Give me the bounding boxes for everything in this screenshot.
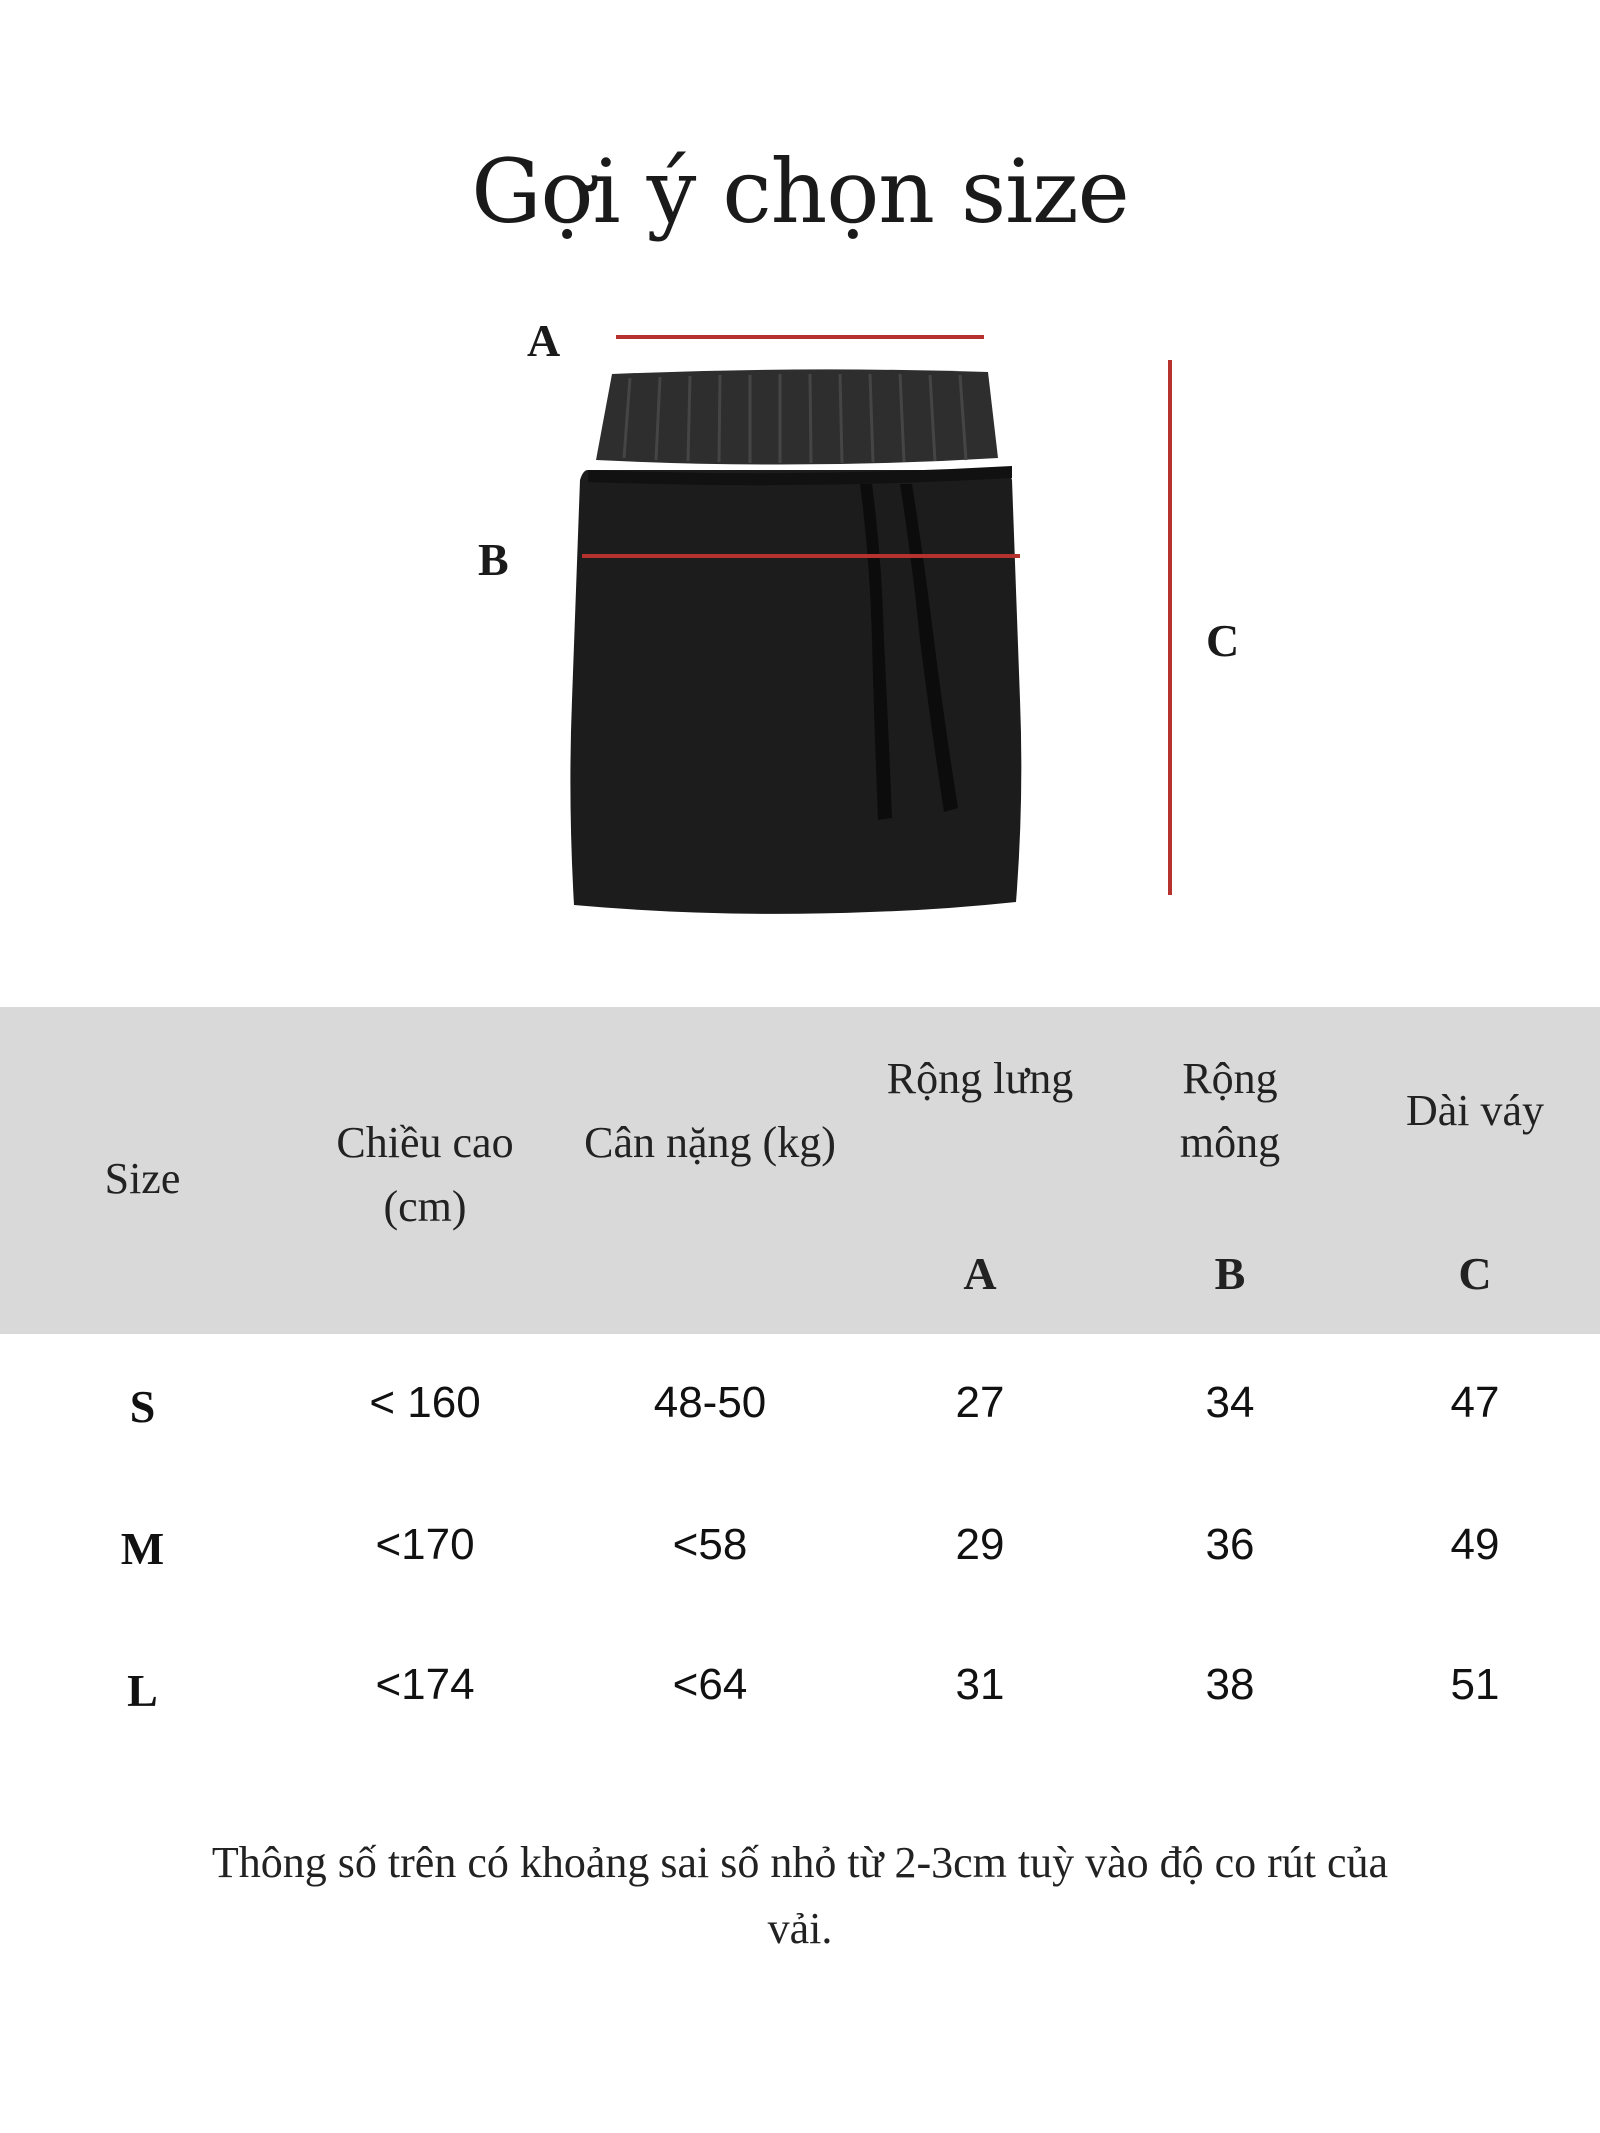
cell-size: S: [129, 1381, 156, 1432]
cell-a: 27: [955, 1378, 1005, 1427]
cell-c: 47: [1450, 1378, 1500, 1427]
cell-height: <170: [375, 1520, 475, 1569]
header-waist: Rộng lưng: [886, 1054, 1074, 1103]
page-title: Gợi ý chọn size: [471, 140, 1129, 243]
header-letter-c: C: [1458, 1248, 1492, 1299]
cell-weight: <64: [672, 1660, 748, 1709]
cell-c: 49: [1450, 1520, 1500, 1569]
skirt-illustration: [570, 470, 1021, 914]
header-hip: Rộng mông: [1179, 1054, 1281, 1167]
cell-c: 51: [1450, 1660, 1500, 1709]
size-table-header: [0, 1007, 1600, 1334]
label-b: B: [478, 534, 509, 585]
cell-height: <174: [375, 1660, 475, 1709]
cell-a: 29: [955, 1520, 1005, 1569]
cell-b: 36: [1205, 1520, 1255, 1569]
header-letter-b: B: [1214, 1248, 1246, 1299]
size-tolerance-note: Thông số trên có khoảng sai số nhỏ từ 2-3cm tuỳ vào độ co rút của vải.: [211, 1838, 1389, 1953]
header-size: Size: [104, 1154, 181, 1203]
cell-weight: <58: [672, 1520, 748, 1569]
label-a: A: [527, 315, 561, 366]
cell-b: 34: [1205, 1378, 1255, 1427]
cell-size: L: [127, 1665, 158, 1716]
cell-a: 31: [955, 1660, 1005, 1709]
cell-height: < 160: [369, 1378, 481, 1427]
skirt-measurement-diagram: [0, 0, 1600, 1000]
header-letter-a: A: [963, 1248, 997, 1299]
header-height: Chiều cao (cm): [336, 1118, 514, 1231]
cell-b: 38: [1205, 1660, 1255, 1709]
label-c: C: [1206, 615, 1240, 666]
header-length: Dài váy: [1405, 1086, 1545, 1135]
cell-size: M: [120, 1523, 165, 1574]
cell-weight: 48-50: [653, 1378, 767, 1427]
header-weight: Cân nặng (kg): [584, 1118, 836, 1167]
